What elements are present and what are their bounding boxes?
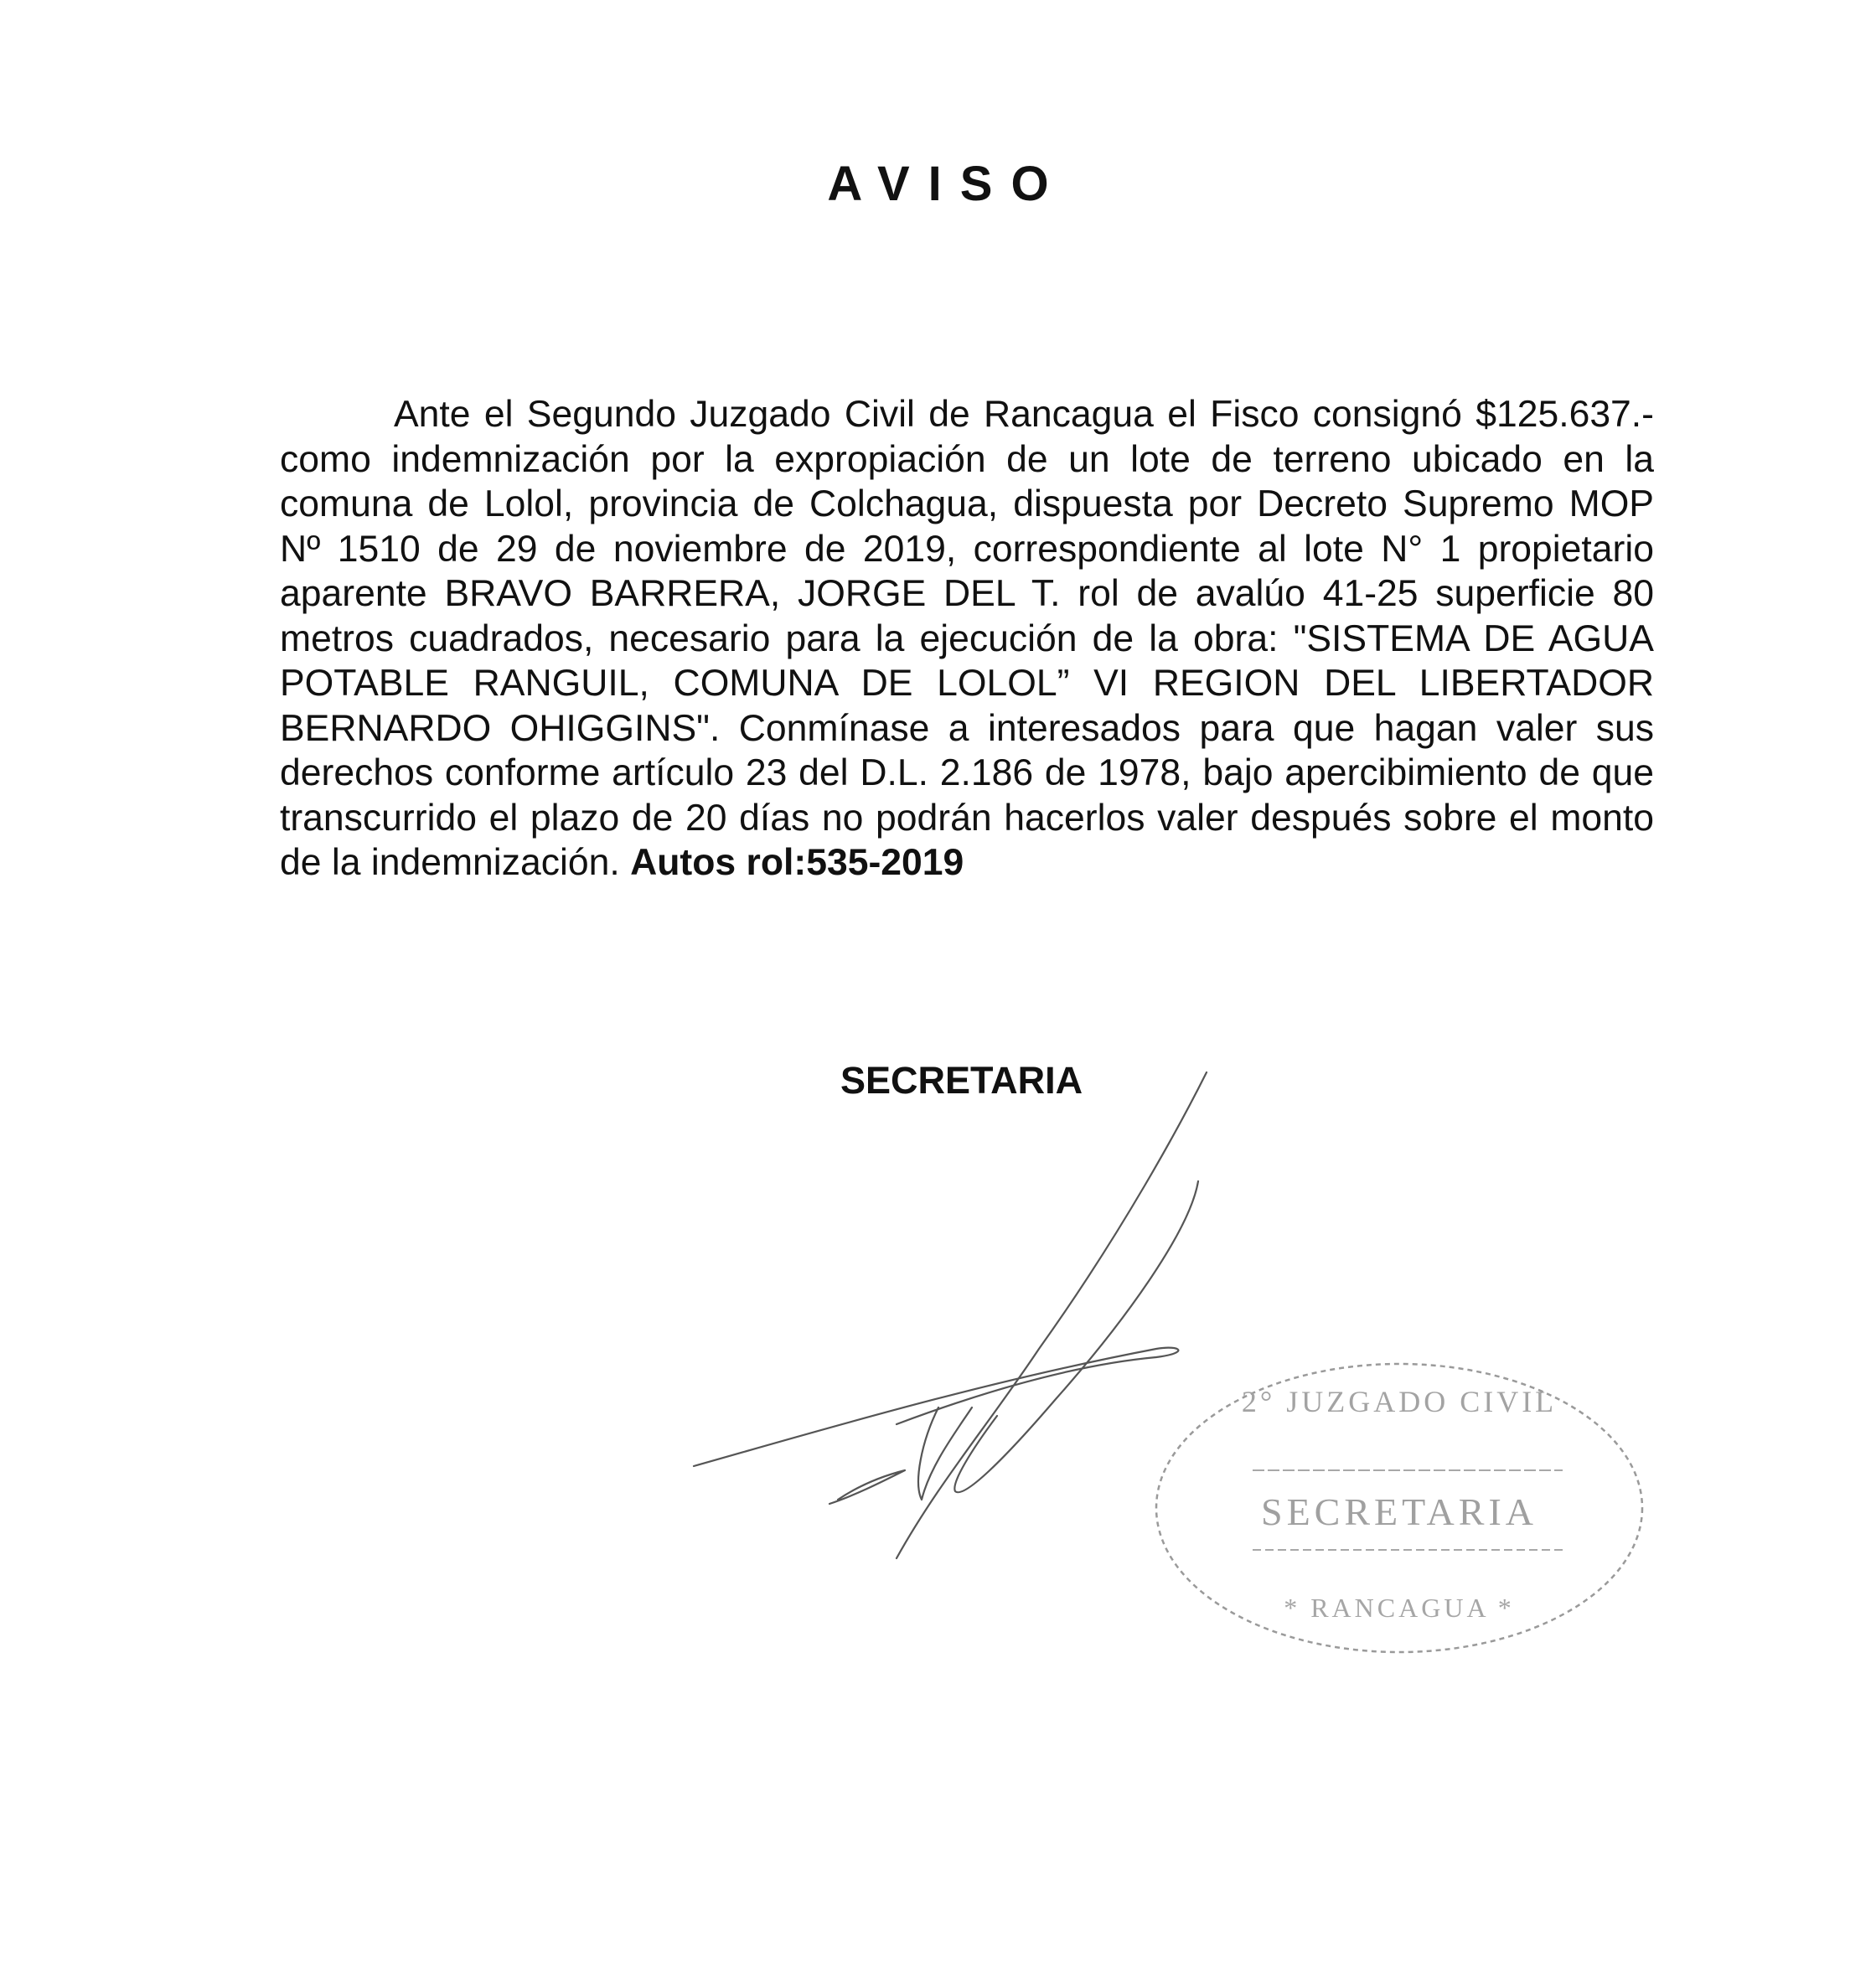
notice-paragraph — [280, 392, 1654, 886]
notice-body-text: Ante el Segundo Juzgado Civil de Rancagua el Fisco consignó $125.637.- como indemnización por la expropiación de un lote de terreno ubicado en la comuna de Lolol, provincia de Colchagua, dispuesta por Decreto Supremo MOP Nº 1510 de 29 de noviembre de 2019, correspondiente al lote N° 1 propietario aparente BRAVO BARRERA, JORGE DEL T. rol de avalúo 41-25 superficie 80 metros cuadrados, necesario para la ejecución de la obra: "SISTEMA DE AGUA POTABLE RANGUIL, COMUNA DE LOLOL” VI REGION DEL LIBERTADOR BERNARDO OHIGGINS". Conmínase a interesados para que hagan valer sus derechos conforme artículo 23 del D.L. 2.186 de 1978, bajo apercibimiento de que transcurrido el plazo de 20 días no podrán hacerlos valer después sobre el monto de la indemnización. — [280, 394, 1654, 883]
case-number: Autos rol:535-2019 — [630, 842, 964, 883]
svg-text:2° JUZGADO CIVIL: 2° JUZGADO CIVIL — [1241, 1385, 1558, 1418]
signature-label: SECRETARIA — [840, 1059, 1083, 1102]
document-title: AVISO — [827, 157, 1067, 211]
svg-text:* RANCAGUA *: * RANCAGUA * — [1284, 1593, 1515, 1623]
secretaria-stamp — [1144, 1349, 1655, 1667]
svg-text:SECRETARIA: SECRETARIA — [1261, 1490, 1537, 1533]
